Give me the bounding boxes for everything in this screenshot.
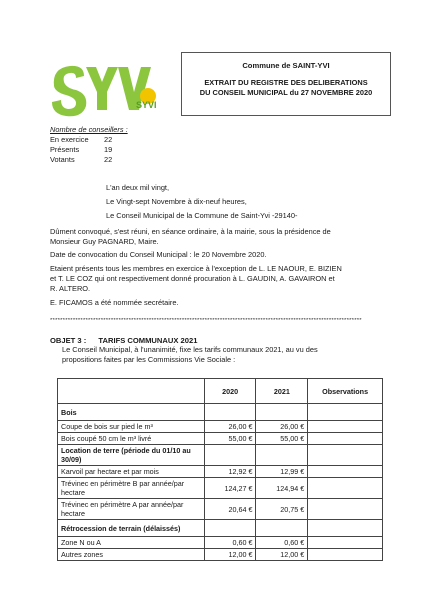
tarifs-table [57, 378, 383, 561]
value-2020: 12,92 € [204, 466, 256, 478]
observations-cell [308, 466, 383, 478]
objet-text-lines [62, 345, 382, 365]
observations-cell [308, 478, 383, 499]
row-label: Coupe de bois sur pied le m³ [58, 421, 205, 433]
observations-cell [308, 433, 383, 445]
paragraph-date: Date de convocation du Conseil Municipal : le 20 Novembre 2020. [50, 250, 267, 259]
section-row [58, 520, 383, 537]
text-line: Dûment convoqué, s'est réuni, en séance ordinaire, à la mairie, sous la présidence de [50, 227, 331, 236]
section-row [58, 445, 383, 466]
table-header-cell: Observations [308, 379, 383, 404]
observations-cell [308, 499, 383, 520]
count-value: 19 [104, 145, 113, 154]
text-line: propositions faites par les Commissions Vie Sociale : [62, 355, 236, 364]
count-row [50, 155, 128, 165]
count-label: En exercice [50, 135, 89, 144]
objet-heading [50, 336, 197, 345]
extrait-line-1: EXTRAIT DU REGISTRE DES DELIBERATIONS [204, 78, 368, 87]
count-value: 22 [104, 135, 113, 144]
table-header-cell: 2020 [204, 379, 256, 404]
row-label: Trévinec en périmètre A par année/par hectare [58, 499, 205, 520]
row-label: Bois coupé 50 cm le m³ livré [58, 433, 205, 445]
value-2020: 12,00 € [204, 549, 256, 561]
table-row [58, 478, 383, 499]
intro-line-1: L'an deux mil vingt, [106, 183, 170, 192]
text-line: R. ALTERO. [50, 284, 91, 293]
conseillers-block [50, 125, 128, 165]
conseillers-title: Nombre de conseillers : [50, 125, 128, 134]
table-row [58, 499, 383, 520]
value-2021: 26,00 € [256, 421, 308, 433]
text-line: Monsieur Guy PAGNARD, Maire. [50, 237, 159, 246]
value-2021: 12,00 € [256, 549, 308, 561]
observations-cell [308, 549, 383, 561]
table-header-cell [58, 379, 205, 404]
value-2020: 26,00 € [204, 421, 256, 433]
section-title: Rétrocession de terrain (délaissés) [58, 520, 205, 537]
value-2021: 55,00 € [256, 433, 308, 445]
row-label: Zone N ou A [58, 537, 205, 549]
value-2020: 0,60 € [204, 537, 256, 549]
intro-line-2: Le Vingt-sept Novembre à dix-neuf heures, [106, 197, 247, 206]
table-header-row [58, 379, 383, 404]
header-box [181, 52, 391, 116]
table-row [58, 537, 383, 549]
extrait-line-2: DU CONSEIL MUNICIPAL du 27 NOVEMBRE 2020 [199, 88, 373, 97]
table-header-cell: 2021 [256, 379, 308, 404]
observations-cell [308, 537, 383, 549]
saint-yvi-logo [48, 58, 160, 118]
count-label: Présents [50, 145, 80, 154]
objet-title: TARIFS COMMUNAUX 2021 [98, 336, 198, 345]
table-row [58, 466, 383, 478]
commune-name: Commune de SAINT-YVI [242, 61, 330, 70]
count-row [50, 145, 128, 155]
value-2020: 55,00 € [204, 433, 256, 445]
paragraph-secretaire: E. FICAMOS a été nommée secrétaire. [50, 298, 179, 307]
star-separator: *************************************************************************************************************************** [50, 318, 362, 324]
text-line: et T. LE COZ qui ont respectivement donné procuration à L. GAUDIN, A. GAVAIRON et [50, 274, 335, 283]
value-2021: 0,60 € [256, 537, 308, 549]
value-2021: 124,94 € [256, 478, 308, 499]
count-label: Votants [50, 155, 75, 164]
count-row [50, 135, 128, 145]
section-title: Bois [58, 404, 205, 421]
logo-lettering: SYVI [136, 100, 157, 110]
paragraph-presents [50, 264, 382, 294]
table-row [58, 421, 383, 433]
row-label: Karvoil par hectare et par mois [58, 466, 205, 478]
text-line: Le Conseil Municipal, à l'unanimité, fixe les tarifs communaux 2021, au vu des [62, 345, 318, 354]
section-row [58, 404, 383, 421]
paragraph-convocation [50, 227, 382, 247]
value-2021: 20,75 € [256, 499, 308, 520]
intro-line-3: Le Conseil Municipal de la Commune de Saint-Yvi -29140- [106, 211, 298, 220]
text-line: Etaient présents tous les membres en exercice à l'exception de L. LE NAOUR, E. BIZIEN [50, 264, 342, 273]
observations-cell [308, 421, 383, 433]
value-2020: 20,64 € [204, 499, 256, 520]
row-label: Autres zones [58, 549, 205, 561]
table-row [58, 549, 383, 561]
row-label: Trévinec en périmètre B par année/par hectare [58, 478, 205, 499]
value-2021: 12,99 € [256, 466, 308, 478]
objet-label: OBJET 3 : [50, 336, 87, 345]
count-value: 22 [104, 155, 113, 164]
table-row [58, 433, 383, 445]
section-title: Location de terre (période du 01/10 au 30/09) [58, 445, 205, 466]
value-2020: 124,27 € [204, 478, 256, 499]
